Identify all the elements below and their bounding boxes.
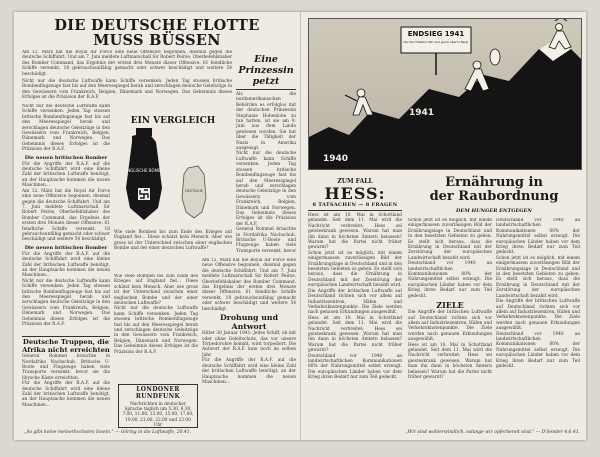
ernaehrung-text-2: Deutschland vor 1940 an landwirtschaftlichen Kommunikationen 80% der Nahrungsmittel selbst erzeugt. Die europäischen Länder haben vor dem Krieg ihren Bedarf nur zum Teil gedeckt. <box>496 218 580 256</box>
bomber-heading-2: Die neuen britischen Bomber <box>24 244 108 251</box>
british-bomb-icon <box>125 128 164 220</box>
ernaehrung-text-3: Schon jetzt ist es möglich, mit einem einigermassen zuverlässigen Bild der Ernährungslage in Deutschland und in den besetzten Gebieten zu geben. Es stellt sich heraus, dass die Ernährung in Deutschland mit der Zerstörung der europäischen Landwirtschaft bezahlt wird. <box>496 255 580 299</box>
bomber-text: Für die Angriffe der R.A.F. auf die deutsche Schiffahrt wird eine kleine Zahl der britischen Luftwaffe benötigt, an der Hauptsache kommen die neuen Maschinen… <box>22 161 110 189</box>
hess-title: HESS: <box>324 184 386 203</box>
vergleich-section <box>114 112 232 272</box>
peak-1941-label: 1941 <box>409 108 435 118</box>
radio-title: LONDONER RUNDFUNK <box>135 386 181 400</box>
ziele-text-continued: Hess ist am 10. Mai in Schottland gelandet. Seit dem 11. Mai wird die Nachricht verbreitet: Hess sei geisteskrank gewesen. Warum hat man ihn dann in höchsten Ämtern belassen? Warum hat die Partei nicht früher gewarnt? <box>408 342 492 380</box>
left-column-text: Nicht nur die deutsche Luftwaffe kann Schiffe versenken. Jeden Tag stossen britische Bombenflugzeuge fast bis auf den Meeresspiegel herab und zerschlagen deutsche Geleitzüge in den Gewässern vom Frankreich, Belgien, Dänemark und Norwegen. Das Geheimnis dieses Erfolges ist die Präzision der R.A.F. <box>22 104 110 153</box>
radio-text: Nachrichten in deutscher Sprache täglich um 5.30, 6.30, 7.00, 11.00, 13.00, 15.00, 17.00, 19.00, 21.00, 22.00 und 23.00 Uhr <box>122 401 194 428</box>
ernaehrung-subheader <box>408 208 580 218</box>
lead-paragraph <box>22 50 232 100</box>
troops-section <box>22 334 110 428</box>
ernaehrung-header <box>408 172 580 206</box>
left-column <box>22 104 110 332</box>
ernaehrung-subtitle: DEM HUNGER ENTGEGEN <box>456 208 532 214</box>
ernaehrung-column-1 <box>408 218 492 428</box>
ernaehrung-title-line-1: Ernährung in <box>445 175 543 190</box>
hess-text: Hess ist am 10. Mai in Schottland gelandet. Seit dem 11. Mai wird die Nachricht verbreitet: Hess sei geisteskrank gewesen. Warum hat man ihn dann in höchsten Ämtern belassen? Warum hat die Partei nicht früher gewarnt? <box>308 213 402 251</box>
hess-section <box>308 172 402 428</box>
ernaehrung-text-4: Die Angriffe der britischen Luftwaffe auf Deutschland richten sich vor allem auf Industriezentren, Häfen und Verkehrsknotenpunkte. Die Ziele werden nach genauen Erkundungen ausgewählt. <box>496 299 580 332</box>
right-footer-quote: „Wir sind wohlerwindlich, solange wir opferbereit sind." — D'Sender 4.6.41. <box>405 430 580 435</box>
prinzessin-text-continued: Nicht nur die deutsche Luftwaffe kann Schiffe versenken. Jeden Tag stossen britische Bombenflugzeuge fast bis auf den Meeresspiegel herab und zerschlagen deutsche Geleitzüge in den Gewässern vom Frankreich, Belgien, Dänemark und Norwegen. Das Geheimnis dieses Erfolges ist die Präzision der R.A.F. <box>236 151 296 227</box>
lead-text: Am 12. März hat die Royal Air Force eine neue Offensive begonnen, diesmal gegen die deutsche Schiffahrt. Und am 7. Juni meldete Luftmarschall Sir Robert Peirse, Oberbefehlshaber des Bomber Command, das Ergebnis der ersten drei Monate dieser Offensive: 61 feindliche Schiffe versenkt, 18 gebrauchsunfähig gemacht oder schwer beschädigt und weitere 54 beschädigt. <box>22 50 232 77</box>
left-footer-quote: „So gibt keine meinerhochsten Insein." — Göring in die Luftwaffe, 20.41. <box>24 430 192 435</box>
prinzessin-text: Als die nordamerikanischen Behörden es erfolglos mit der deutschen Prinzessin Stephanie Hohenlohe zu tun hatten, ist sie am 9. Juni aus dem Lande gewiesen worden. Sie hat über die Tätigkeit der Nazis in Amerika ausgesagt. <box>236 92 296 152</box>
endsieg-sign-title: ENDSIEG 1941 <box>407 30 465 38</box>
middle-lower-column <box>114 274 198 382</box>
troops-title: Deutsche Truppen, die Afrika nicht erreichten <box>22 338 110 354</box>
cartoon-panel <box>308 18 582 170</box>
bomber-heading: Die neuen britischen Bomber <box>24 154 108 161</box>
german-bomb-label: DEUTSCHE <box>185 189 203 193</box>
zum-fall-label: ZUM FALL <box>337 178 373 185</box>
ziele-text: Die Angriffe der britischen Luftwaffe auf Deutschland richten sich vor allem auf Industriezentren, Häfen und Verkehrsknotenpunkte. Die Ziele werden nach genauen Erkundungen ausgewählt. <box>408 310 492 343</box>
hess-text-4: Hess ist am 10. Mai in Schottland gelandet. Seit dem 11. Mai wird die Nachricht verbreitet: Hess sei geisteskrank gewesen. Warum hat man ihn dann in höchsten Ämtern belassen? Warum hat die Partei nicht früher gewarnt? <box>308 315 402 354</box>
middle-lower-text-2: Nicht nur die deutsche Luftwaffe kann Schiffe versenken. Jeden Tag stossen britische Bombenflugzeuge fast bis auf den Meeresspiegel herab und zerschlagen deutsche Geleitzüge in den Gewässern vom Frankreich, Belgien, Dänemark und Norwegen. Das Geheimnis dieses Erfolges ist die Präzision der R.A.F. <box>114 306 198 355</box>
bomber-text-3: Nicht nur die deutsche Luftwaffe kann Schiffe versenken. Jeden Tag stossen britische Bombenflugzeuge fast bis auf den Meeresspiegel herab und zerschlagen deutsche Geleitzüge in den Gewässern vom Frankreich, Belgien, Dänemark und Norwegen. Das Geheimnis dieses Erfolges ist die Präzision der R.A.F. <box>22 278 110 328</box>
troops-text-continued: Für die Angriffe der R.A.F. auf die deutsche Schiffahrt wird eine kleine Zahl der britischen Luftwaffe benötigt, an der Hauptsache kommen die neuen Maschinen… <box>22 381 110 408</box>
drohung-text-continued: Für die Angriffe der R.A.F. auf die deutsche Schiffahrt wird eine kleine Zahl der britischen Luftwaffe benötigt, an der Hauptsache kommen die neuen Maschinen… <box>202 358 296 385</box>
endsieg-sign-subtitle: Nur Durchhalten! Wir sind gleich über'm Berg! <box>403 40 469 44</box>
bomber-text-continued: Am 12. März hat die Royal Air Force eine neue Offensive begonnen, diesmal gegen die deutsche Schiffahrt. Und am 7. Juni meldete Luftmarschall Sir Robert Peirse, Oberbefehlshaber des Bomber Command, das Ergebnis der ersten drei Monate dieser Offensive: 61 feindliche Schiffe versenkt, 18 gebrauchsunfähig gemacht oder schwer beschädigt und weitere 54 beschädigt. <box>22 188 110 243</box>
peak-1940-label: 1940 <box>323 154 349 164</box>
ernaehrung-text-continued: Deutschland vor 1940 an landwirtschaftlichen Kommunikationen 80% der Nahrungsmittel selbst erzeugt. Die europäischen Länder haben vor dem Krieg ihren Bedarf nur zum Teil gedeckt. <box>408 261 492 299</box>
german-bomb-icon <box>182 166 206 218</box>
prinzessin-title: Eine Prinzessin petzt <box>238 54 294 87</box>
bomber-text-2: Für die Angriffe der R.A.F. auf die deutsche Schiffahrt wird eine kleine Zahl der britischen Luftwaffe benötigt, an der Hauptsache kommen die neuen Maschinen… <box>22 251 110 279</box>
headline-line-2: MUSS BÜSSEN <box>93 32 221 48</box>
ernaehrung-text: Schon jetzt ist es möglich, mit einem einigermassen zuverlässigen Bild der Ernährungslage in Deutschland und in den besetzten Gebieten zu geben. Es stellt sich heraus, dass die Ernährung in Deutschland mit der Zerstörung der europäischen Landwirtschaft bezahlt wird. <box>408 218 492 261</box>
prinzessin-text-continued-2: General Rommel brauchte in Nordafrika Nachschub. Britische U-Boote und Flugzeuge haben viele Transporte versenkt, bevor <box>236 227 296 254</box>
drohung-section <box>202 258 296 428</box>
ernaehrung-column-2 <box>496 218 580 428</box>
body-text: Nicht nur die deutsche Luftwaffe kann Schiffe versenken. Jeden Tag stossen britische Bombenflugzeuge fast bis auf den Meeresspiegel herab und zerschlagen deutsche Geleitzüge in den Gewässern vom Frankreich, Belgien, Dänemark und Norwegen. Das Geheimnis dieses Erfolges ist die Präzision der R.A.F. <box>22 79 232 100</box>
vergleich-text: Wie viele Bomben bis zum Ende des Krieges auf England fiel… Diese schätzt kein Mensch. Aber wie gross ist der Unterschied zwischen einer englischen Bombe und der einer deutschen Luftwaffe? <box>114 230 232 252</box>
middle-lower-text: Wie viele Bomben bis zum Ende des Krieges auf England fiel… Diese schätzt kein Mensch. Aber wie gross ist der Unterschied zwischen einer englischen Bombe und der einer deutschen Luftwaffe? <box>114 274 198 307</box>
ziele-title: ZIELE <box>436 300 464 311</box>
drohung-title: Drohung und Antwort <box>219 313 279 331</box>
swastika-mark-icon <box>138 188 150 200</box>
cartoon-illustration <box>309 19 581 169</box>
drohung-text: Hitler 30 Januar 1941: Jedes Schiff, ob mit oder ohne Geleitschutz, das vor unsere Torpedorohre kommt, wird torpediert. Die Antwort der R.A.F. kam noch im selben Jahr. <box>202 331 296 358</box>
troops-text: General Rommel brauchte in Nordafrika Nachschub. Britische U-Boote und Flugzeuge haben viele Transporte versenkt, bevor sie die libysche Küste erreichten. <box>22 354 110 381</box>
drohung-preamble: Am 12. März hat die Royal Air Force eine neue Offensive begonnen, diesmal gegen die deutsche Schiffahrt. Und am 7. Juni meldete Luftmarschall Sir Robert Peirse, Oberbefehlshaber des Bomber Command, das Ergebnis der ersten drei Monate dieser Offensive: 61 feindliche Schiffe versenkt, 18 gebrauchsunfähig gemacht oder schwer beschädigt und weitere 54 beschädigt. <box>202 258 296 312</box>
leaflet-sheet <box>14 12 586 440</box>
ernaehrung-text-5: Deutschland vor 1940 an landwirtschaftlichen Kommunikationen 80% der Nahrungsmittel selbst erzeugt. Die europäischen Länder haben vor dem Krieg ihren Bedarf nur zum Teil gedeckt. <box>496 331 580 369</box>
radio-box <box>118 384 198 428</box>
british-bomb-label: ENGLISCHE BOMBE <box>124 168 164 173</box>
ernaehrung-title-line-2: der Raubordnung <box>429 189 559 204</box>
headline-line-1: DIE DEUTSCHE FLOTTE <box>54 18 260 34</box>
peak-1942-label: 1942 <box>509 92 535 102</box>
hess-subtitle: 8 TATSACHEN — 8 FRAGEN <box>312 202 398 208</box>
page-fold <box>300 12 301 440</box>
prinzessin-column <box>236 54 296 254</box>
hess-text-2: Schon jetzt ist es möglich, mit einem einigermassen zuverlässigen Bild der Ernährungslage in Deutschland und in den besetzten Gebieten zu geben. Es stellt sich heraus, dass die Ernährung in Deutschland mit der Zerstörung der europäischen Landwirtschaft bezahlt wird. <box>308 250 402 289</box>
left-headline-block <box>20 18 294 48</box>
vergleich-title: EIN VERGLEICH <box>130 116 216 126</box>
bomb-comparison-illustration <box>114 128 232 228</box>
hess-text-5: Deutschland vor 1940 an landwirtschaftlichen Kommunikationen 80% der Nahrungsmittel selbst erzeugt. Die europäischen Länder haben vor dem Krieg ihren Bedarf nur zum Teil gedeckt. <box>308 353 402 381</box>
hess-text-3: Die Angriffe der britischen Luftwaffe auf Deutschland richten sich vor allem auf Industriezentren, Häfen und Verkehrsknotenpunkte. Die Ziele werden nach genauen Erkundungen ausgewählt. <box>308 288 402 316</box>
